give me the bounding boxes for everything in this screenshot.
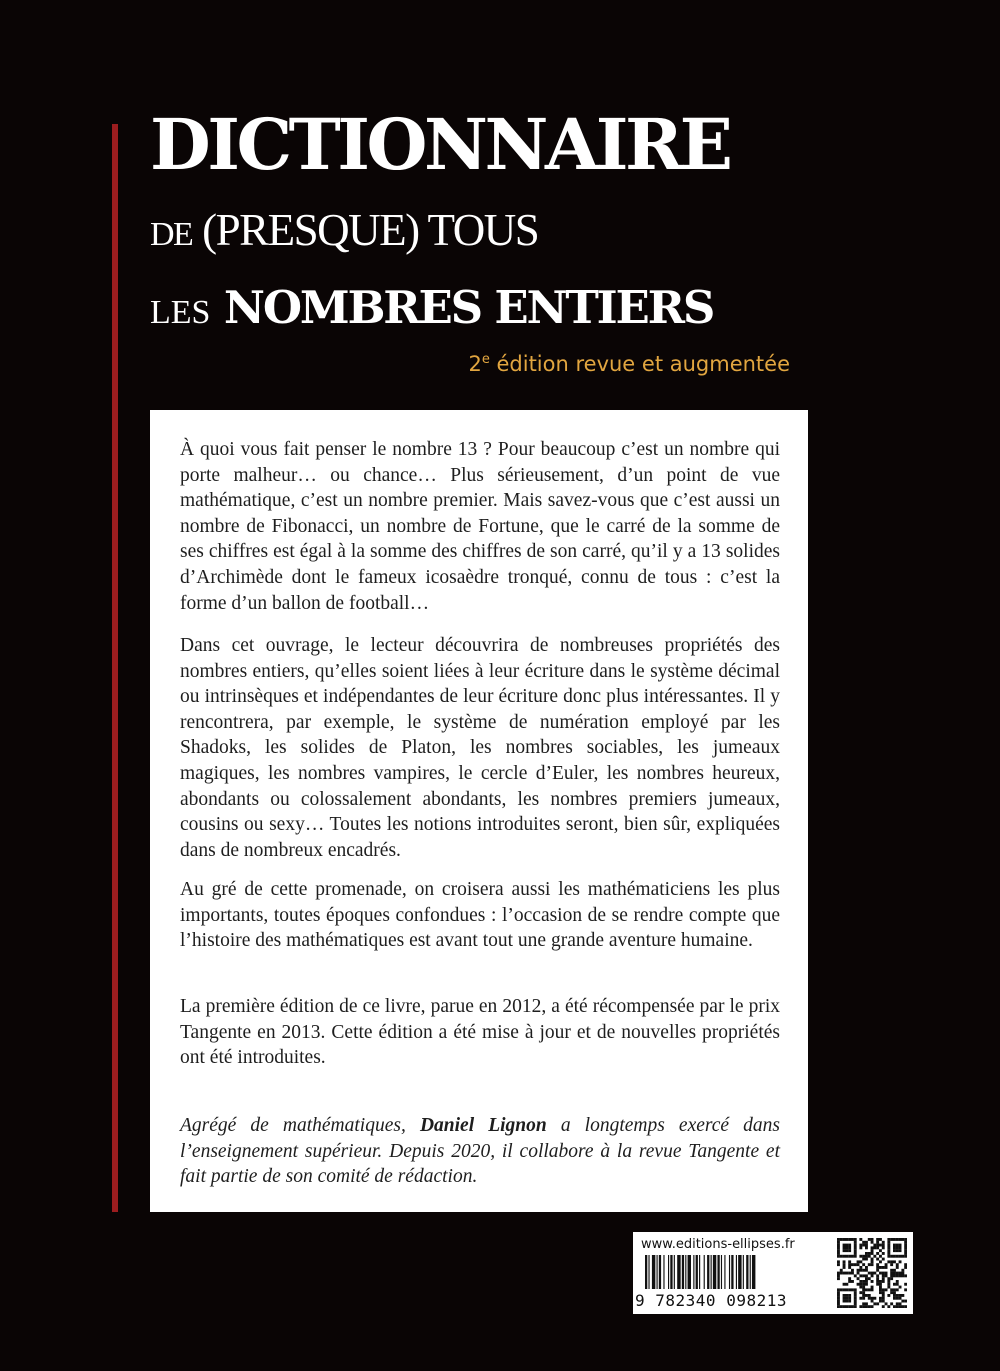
author-bio-rest: a longtemps exercé dans l’enseignement supérieur. Depuis 2020, il collabore à la revue Tangente et fait partie de son comité de rédaction. <box>180 1115 780 1188</box>
blurb-paragraph-2: Dans cet ouvrage, le lecteur découvrira de nombreuses propriétés des nombres entiers, qu’elles soient liées à leur écriture dans le système décimal ou intrinsèques et indépendantes de leur écriture donc plus intéressantes. Il y rencontrera, par exemple, le système de numération employé par les Shadoks, les solides de Platon, les nombres sociables, les jumeaux magiques, les nombres vampires, le cercle d’Euler, les nombres heureux, abondants ou colossalement abondants, les nombres premiers jumeaux, cousins ou sexy… Toutes les notions introduites seront, bien sûr, expliquées dans de nombreux encadrés. <box>180 635 780 861</box>
author-bio <box>180 1113 780 1190</box>
title-line-3-prefix: LES <box>150 294 211 331</box>
title-line-3-bold: NOMBRES ENTIERS <box>210 281 714 334</box>
edition-subtitle <box>468 352 790 376</box>
author-name: Daniel Lignon <box>419 1115 547 1136</box>
title-main: DICTIONNAIRE <box>150 103 730 186</box>
blurb-paragraph-3: Au gré de cette promenade, on croisera aussi les mathématiciens les plus importants, toutes époques confondues : l’occasion de se rendre compte que l’histoire des mathématiques est avant tout une grande aventure humaine. <box>180 879 780 952</box>
publisher-url: www.editions-ellipses.fr <box>641 1237 795 1252</box>
edition-superscript: e <box>481 352 490 367</box>
title-line-2-rest: (PRESQUE) TOUS <box>192 205 539 255</box>
title-line-3 <box>150 281 714 334</box>
barcode-label <box>633 1232 913 1314</box>
blurb-paragraph-4: La première édition de ce livre, parue en 2012, a été récompensée par le prix Tangente en 2013. Cette édition a été mise à jour et de nouvelles propriétés ont été introduites. <box>180 996 780 1069</box>
blurb-paragraph-1: À quoi vous fait penser le nombre 13 ? Pour beaucoup c’est un nombre qui porte malheur… ou chance… Plus sérieusement, d’un point de vue mathématique, c’est un nombre premier. Mais savez-vous que c’est aussi un nombre de Fibonacci, un nombre de Fortune, que le carré de la somme de ses chiffres est égal à la somme des chiffres de son carré, qu’il y a 13 solides d’Archimède dont le fameux icosaèdre tronqué, connu de tous : c’est la forme d’un ballon de football… <box>180 439 780 614</box>
edition-number: 2 <box>468 352 482 376</box>
red-accent-bar <box>112 124 118 1212</box>
qr-code <box>837 1238 907 1308</box>
title-line-2-prefix: DE <box>150 216 193 253</box>
edition-text: édition revue et augmentée <box>489 352 790 376</box>
barcode-bars <box>645 1255 827 1289</box>
title-line-2 <box>150 205 539 255</box>
isbn-number: 9 782340 098213 <box>635 1291 787 1310</box>
author-bio-intro: Agrégé de mathématiques, <box>180 1115 420 1136</box>
